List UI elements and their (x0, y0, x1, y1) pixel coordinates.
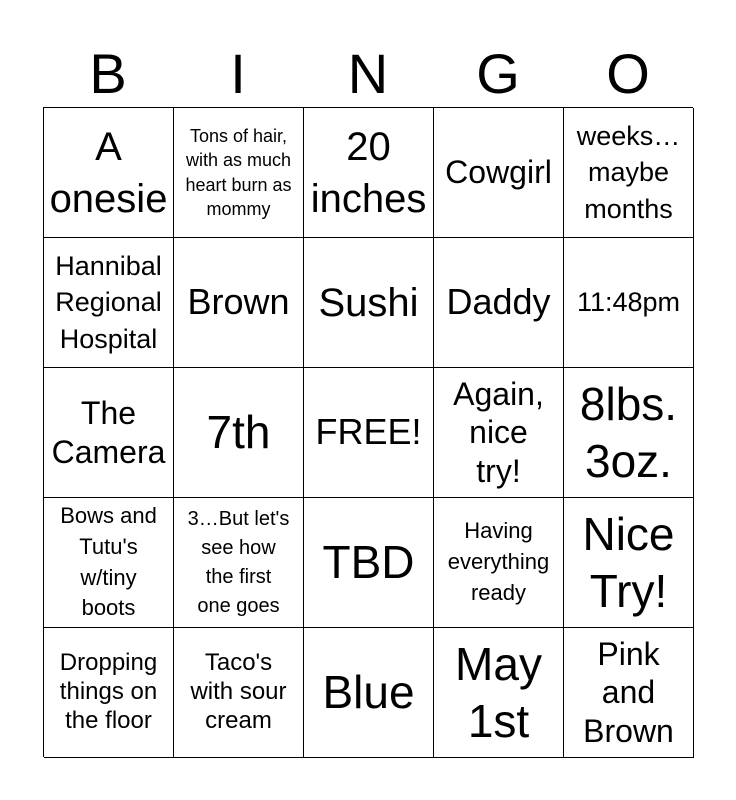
bingo-cell[interactable] (44, 368, 174, 498)
bingo-cell[interactable] (174, 498, 304, 628)
cell-text: Hannibal Regional Hospital (55, 250, 162, 354)
bingo-grid (43, 107, 693, 757)
bingo-cell[interactable] (44, 238, 174, 368)
cell-text: 3…But let's see how the first one goes (187, 507, 290, 617)
cell-text: 7th (206, 406, 271, 459)
cell-text: Tons of hair, with as much heart burn as mommy (185, 125, 292, 219)
header-letter-g: G (476, 42, 520, 105)
bingo-cell[interactable] (434, 628, 564, 758)
bingo-cell[interactable] (564, 368, 694, 498)
bingo-cell[interactable] (304, 368, 434, 498)
bingo-cell[interactable] (564, 498, 694, 628)
bingo-cell[interactable] (44, 108, 174, 238)
bingo-cell[interactable] (44, 628, 174, 758)
bingo-cell[interactable] (564, 108, 694, 238)
cell-text: Blue (322, 666, 415, 719)
bingo-cell[interactable] (564, 628, 694, 758)
bingo-cell[interactable] (44, 498, 174, 628)
bingo-cell[interactable] (564, 238, 694, 368)
cell-text: 20 inches (310, 124, 427, 221)
cell-text: Sushi (318, 280, 419, 325)
bingo-cell[interactable] (304, 108, 434, 238)
header-letter-n: N (347, 42, 389, 105)
cell-text: Brown (187, 281, 290, 323)
cell-text: Bows and Tutu's w/tiny boots (60, 502, 157, 621)
bingo-cell[interactable] (174, 238, 304, 368)
bingo-cell[interactable] (174, 628, 304, 758)
cell-text: Nice Try! (582, 508, 675, 617)
header-letter-o: O (606, 42, 650, 105)
cell-text: TBD (322, 536, 415, 589)
bingo-cell[interactable] (434, 108, 564, 238)
cell-text: A onesie (49, 124, 168, 221)
cell-text: FREE! (315, 411, 422, 453)
cell-text: 11:48pm (576, 287, 681, 318)
cell-text: May 1st (455, 638, 542, 747)
bingo-cell[interactable] (304, 498, 434, 628)
bingo-cell[interactable] (304, 238, 434, 368)
cell-text: Having everything ready (447, 518, 550, 605)
bingo-cell[interactable] (174, 368, 304, 498)
cell-text: Taco's with sour cream (190, 649, 287, 734)
cell-text: Cowgirl (445, 154, 552, 191)
cell-text: Daddy (446, 281, 551, 323)
header-letter-i: I (230, 42, 246, 105)
cell-text: The Camera (51, 395, 166, 470)
cell-text: Pink and Brown (583, 635, 674, 749)
bingo-cell[interactable] (434, 368, 564, 498)
cell-text: Dropping things on the floor (59, 649, 158, 734)
bingo-cell[interactable] (434, 498, 564, 628)
bingo-cell[interactable] (434, 238, 564, 368)
header-letter-b: B (89, 42, 127, 105)
bingo-cell[interactable] (174, 108, 304, 238)
cell-text: 8lbs. 3oz. (579, 378, 678, 487)
cell-text: weeks… maybe months (576, 120, 681, 224)
bingo-cell[interactable] (304, 628, 434, 758)
bingo-header (43, 40, 693, 108)
cell-text: Again, nice try! (453, 375, 544, 489)
